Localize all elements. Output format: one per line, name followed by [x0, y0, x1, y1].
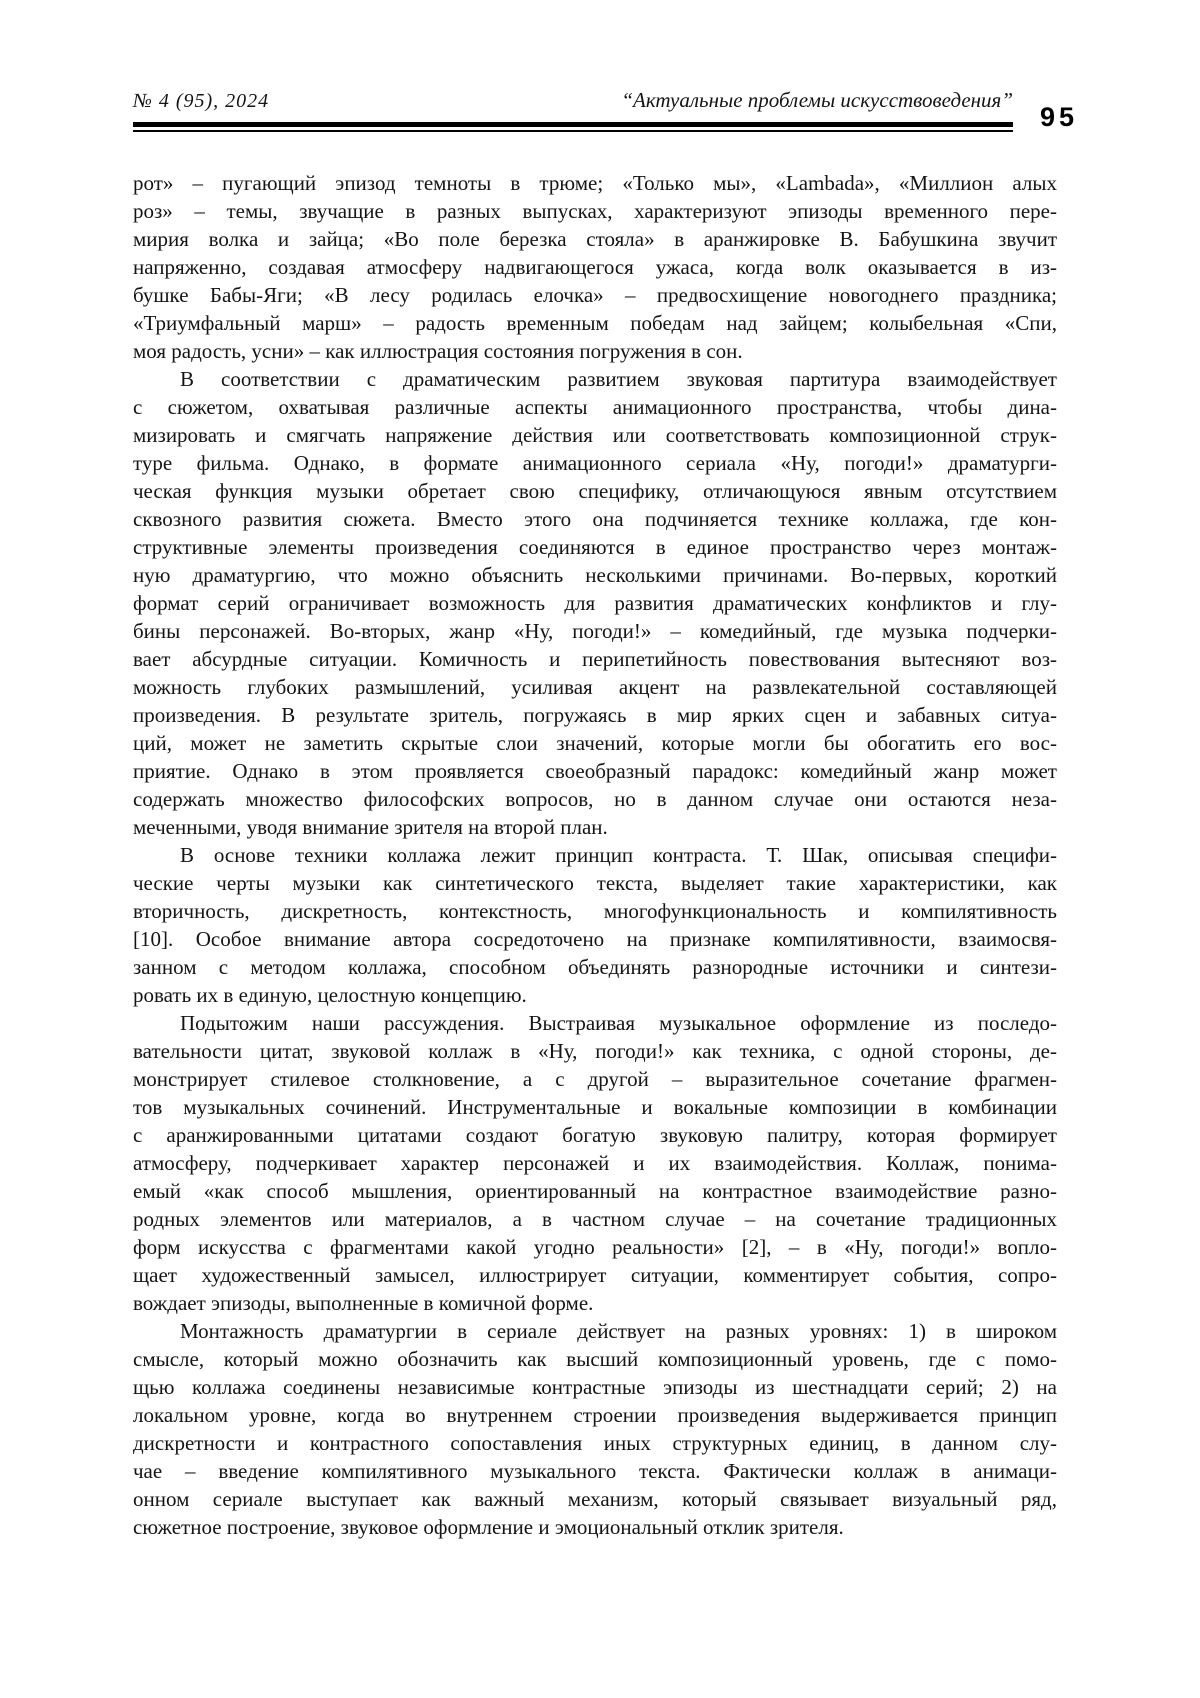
text-line: вторичность, дискретность, контекстность, многофункциональность и компилятивность [133, 899, 1057, 923]
text-line: структивные элементы произведения соединяются в единое пространство через монтаж- [133, 535, 1057, 559]
text-line: В основе техники коллажа лежит принцип контраста. Т. Шак, описывая специфи- [180, 843, 1057, 867]
text-line: родных элементов или материалов, а в частном случае – на сочетание традиционных [133, 1207, 1057, 1231]
journal-title: “Актуальные проблемы искусствоведения” [621, 88, 1013, 112]
text-line: сквозного развития сюжета. Вместо этого она подчиняется технике коллажа, где кон- [133, 507, 1057, 531]
text-line: роз» – темы, звучащие в разных выпусках, характеризуют эпизоды временного пере- [133, 199, 1057, 223]
text-line: [10]. Особое внимание автора сосредоточено на признаке компилятивности, взаимосвя- [133, 927, 1057, 951]
text-line: вательности цитат, звуковой коллаж в «Ну, погоди!» как техника, с одной стороны, де- [133, 1039, 1057, 1063]
text-line: с аранжированными цитатами создают богатую звуковую палитру, которая формирует [133, 1123, 1057, 1147]
header-rule-thin [133, 130, 1013, 132]
text-line: щает художественный замысел, иллюстрирует ситуации, комментирует события, сопро- [133, 1263, 1057, 1287]
text-line: атмосферу, подчеркивает характер персонажей и их взаимодействия. Коллаж, понима- [133, 1151, 1057, 1175]
text-line: бины персонажей. Во-вторых, жанр «Ну, погоди!» – комедийный, где музыка подчерки- [133, 619, 1057, 643]
text-line: локальном уровне, когда во внутреннем строении произведения выдерживается принцип [133, 1403, 1057, 1427]
page-header [133, 88, 1013, 113]
text-line: формат серий ограничивает возможность для развития драматических конфликтов и глу- [133, 591, 1057, 615]
text-line: смысле, который можно обозначить как высший композиционный уровень, где с помо- [133, 1347, 1057, 1371]
article-text [133, 169, 1057, 1541]
text-line: ций, может не заметить скрытые слои значений, которые могли бы обогатить его вос- [133, 731, 1057, 755]
text-line: бушке Бабы-Яги; «В лесу родилась елочка» – предвосхищение новогоднего праздника; [133, 283, 1057, 307]
text-line: произведения. В результате зритель, погружаясь в мир ярких сцен и забавных ситуа- [133, 703, 1057, 727]
text-line: занном с методом коллажа, способном объединять разнородные источники и синтези- [133, 955, 1057, 979]
text-line: мизировать и смягчать напряжение действия или соответствовать композиционной струк- [133, 423, 1057, 447]
text-line: сюжетное построение, звуковое оформление и эмоциональный отклик зрителя. [133, 1515, 844, 1539]
text-line: меченными, уводя внимание зрителя на второй план. [133, 815, 608, 839]
header-rule-thick [133, 122, 1013, 127]
header-rule [133, 122, 1013, 132]
text-line: монстрирует стилевое столкновение, а с другой – выразительное сочетание фрагмен- [133, 1067, 1057, 1091]
text-line: Монтажность драматургии в сериале действует на разных уровнях: 1) в широком [180, 1319, 1057, 1343]
text-line: вает абсурдные ситуации. Комичность и перипетийность повествования вытесняют воз- [133, 647, 1057, 671]
page-number: 95 [1040, 102, 1079, 132]
text-line: Подытожим наши рассуждения. Выстраивая музыкальное оформление из последо- [180, 1011, 1057, 1035]
text-line: щью коллажа соединены независимые контрастные эпизоды из шестнадцати серий; 2) на [133, 1375, 1057, 1399]
text-line: «Триумфальный марш» – радость временным победам над зайцем; колыбельная «Спи, [133, 311, 1057, 335]
text-line: туре фильма. Однако, в формате анимационного сериала «Ну, погоди!» драматурги- [133, 451, 1057, 475]
text-line: форм искусства с фрагментами какой угодно реальности» [2], – в «Ну, погоди!» вопло- [133, 1235, 1057, 1259]
text-line: ческая функция музыки обретает свою специфику, отличающуюся явным отсутствием [133, 479, 1057, 503]
text-line: чае – введение компилятивного музыкального текста. Фактически коллаж в анимаци- [133, 1459, 1057, 1483]
text-line: с сюжетом, охватывая различные аспекты анимационного пространства, чтобы дина- [133, 395, 1057, 419]
text-line: емый «как способ мышления, ориентированный на контрастное взаимодействие разно- [133, 1179, 1057, 1203]
text-line: онном сериале выступает как важный механизм, который связывает визуальный ряд, [133, 1487, 1057, 1511]
text-line: можность глубоких размышлений, усиливая акцент на развлекательной составляющей [133, 675, 1057, 699]
text-line: дискретности и контрастного сопоставления иных структурных единиц, в данном слу- [133, 1431, 1057, 1455]
text-line: напряженно, создавая атмосферу надвигающегося ужаса, когда волк оказывается в из- [133, 255, 1057, 279]
text-line: содержать множество философских вопросов, но в данном случае они остаются неза- [133, 787, 1057, 811]
issue-number: № 4 (95), 2024 [133, 90, 270, 112]
text-line: ную драматургию, что можно объяснить несколькими причинами. Во-первых, короткий [133, 563, 1057, 587]
text-line: ческие черты музыки как синтетического текста, выделяет такие характеристики, как [133, 871, 1057, 895]
text-line: вождает эпизоды, выполненные в комичной форме. [133, 1291, 594, 1315]
text-line: тов музыкальных сочинений. Инструментальные и вокальные композиции в комбинации [133, 1095, 1057, 1119]
text-line: рот» – пугающий эпизод темноты в трюме; «Только мы», «Lambada», «Миллион алых [133, 171, 1057, 195]
text-line: моя радость, усни» – как иллюстрация состояния погружения в сон. [133, 339, 743, 363]
text-line: В соответствии с драматическим развитием звуковая партитура взаимодействует [180, 367, 1057, 391]
text-line: приятие. Однако в этом проявляется своеобразный парадокс: комедийный жанр может [133, 759, 1057, 783]
text-line: мирия волка и зайца; «Во поле березка стояла» в аранжировке В. Бабушкина звучит [133, 227, 1057, 251]
text-line: ровать их в единую, целостную концепцию. [133, 983, 527, 1007]
